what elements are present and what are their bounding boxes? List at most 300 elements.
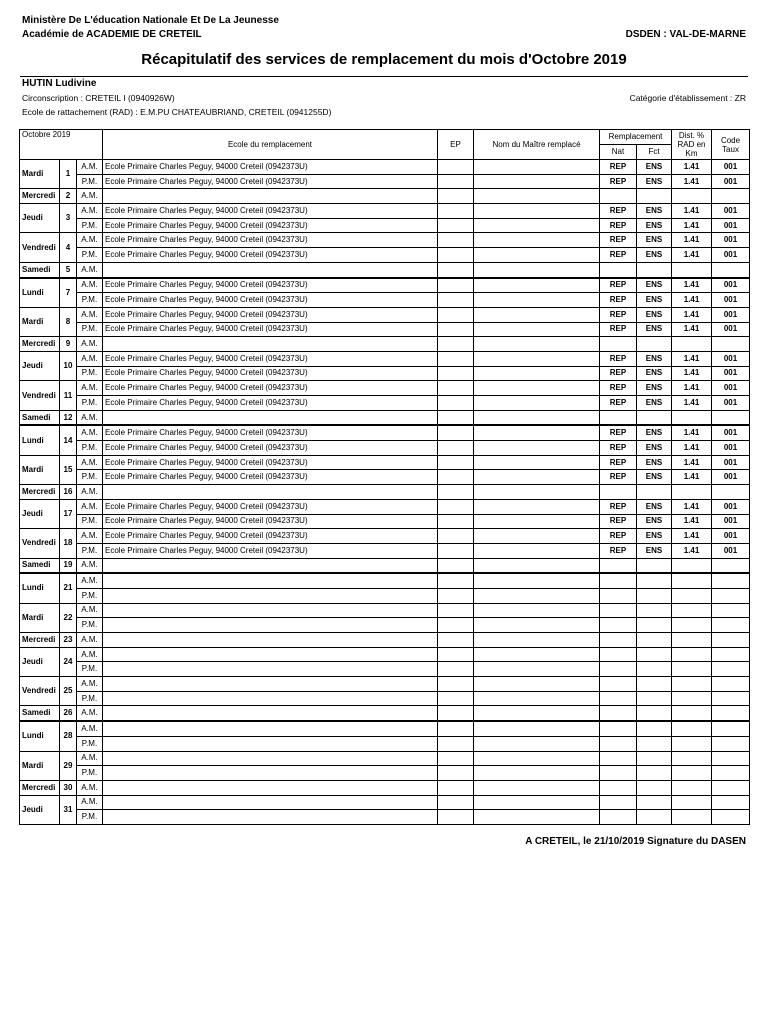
fct-cell xyxy=(637,337,672,352)
master-cell xyxy=(474,795,600,810)
nat-cell: REP xyxy=(600,218,637,233)
nat-cell xyxy=(600,706,637,721)
fct-cell: ENS xyxy=(637,307,672,322)
nat-cell xyxy=(600,573,637,588)
nat-cell: REP xyxy=(600,174,637,189)
table-row xyxy=(20,766,750,781)
school-cell xyxy=(103,189,438,204)
distance-cell xyxy=(672,706,712,721)
code-cell: 001 xyxy=(712,425,750,440)
master-cell xyxy=(474,174,600,189)
header-replacement: Remplacement xyxy=(600,130,672,145)
fct-cell: ENS xyxy=(637,366,672,381)
nat-cell: REP xyxy=(600,366,637,381)
school-cell xyxy=(103,810,438,825)
day-name-cell: Samedi xyxy=(20,558,60,573)
table-row xyxy=(20,751,750,766)
nat-cell: REP xyxy=(600,529,637,544)
day-name-cell: Lundi xyxy=(20,425,60,455)
nat-cell xyxy=(600,751,637,766)
master-cell xyxy=(474,706,600,721)
signature-line: A CRETEIL, le 21/10/2019 Signature du DASEN xyxy=(525,836,746,847)
fct-cell xyxy=(637,618,672,633)
period-cell: A.M. xyxy=(77,337,103,352)
school-cell xyxy=(103,662,438,677)
fct-cell: ENS xyxy=(637,248,672,263)
school-cell xyxy=(103,706,438,721)
day-name-cell: Samedi xyxy=(20,262,60,277)
fct-cell: ENS xyxy=(637,499,672,514)
school-cell xyxy=(103,751,438,766)
ep-cell xyxy=(438,573,474,588)
table-row xyxy=(20,691,750,706)
school-cell: Ecole Primaire Charles Peguy, 94000 Creteil (0942373U) xyxy=(103,248,438,263)
fct-cell xyxy=(637,189,672,204)
period-cell: P.M. xyxy=(77,366,103,381)
fct-cell xyxy=(637,691,672,706)
day-number-cell: 29 xyxy=(60,751,77,780)
nat-cell: REP xyxy=(600,248,637,263)
day-name-cell: Vendredi xyxy=(20,529,60,558)
day-name-cell: Mercredi xyxy=(20,337,60,352)
code-cell: 001 xyxy=(712,293,750,308)
fct-cell xyxy=(637,603,672,618)
period-cell: A.M. xyxy=(77,262,103,277)
code-cell xyxy=(712,633,750,648)
nat-cell: REP xyxy=(600,396,637,411)
distance-cell: 1.41 xyxy=(672,322,712,337)
master-cell xyxy=(474,618,600,633)
ep-cell xyxy=(438,455,474,470)
nat-cell: REP xyxy=(600,381,637,396)
nat-cell xyxy=(600,337,637,352)
code-cell: 001 xyxy=(712,248,750,263)
fct-cell: ENS xyxy=(637,514,672,529)
period-cell: A.M. xyxy=(77,455,103,470)
day-name-cell: Jeudi xyxy=(20,351,60,380)
fct-cell: ENS xyxy=(637,204,672,219)
ep-cell xyxy=(438,160,474,175)
distance-cell: 1.41 xyxy=(672,248,712,263)
nat-cell xyxy=(600,558,637,573)
period-cell: P.M. xyxy=(77,174,103,189)
school-cell: Ecole Primaire Charles Peguy, 94000 Creteil (0942373U) xyxy=(103,204,438,219)
school-cell xyxy=(103,337,438,352)
period-cell: A.M. xyxy=(77,381,103,396)
period-cell: P.M. xyxy=(77,441,103,456)
period-cell: P.M. xyxy=(77,736,103,751)
table-row xyxy=(20,441,750,456)
ep-cell xyxy=(438,647,474,662)
nat-cell xyxy=(600,766,637,781)
school-cell xyxy=(103,795,438,810)
table-row xyxy=(20,174,750,189)
ep-cell xyxy=(438,691,474,706)
table-row xyxy=(20,278,750,293)
school-cell xyxy=(103,647,438,662)
table-row xyxy=(20,573,750,588)
distance-cell: 1.41 xyxy=(672,381,712,396)
master-cell xyxy=(474,662,600,677)
table-row xyxy=(20,647,750,662)
ep-cell xyxy=(438,307,474,322)
distance-cell: 1.41 xyxy=(672,514,712,529)
table-row xyxy=(20,293,750,308)
distance-cell: 1.41 xyxy=(672,174,712,189)
ep-cell xyxy=(438,189,474,204)
nat-cell xyxy=(600,189,637,204)
period-cell: P.M. xyxy=(77,618,103,633)
master-cell xyxy=(474,381,600,396)
master-cell xyxy=(474,691,600,706)
school-cell xyxy=(103,558,438,573)
master-cell xyxy=(474,603,600,618)
day-number-cell: 21 xyxy=(60,573,77,603)
ep-cell xyxy=(438,425,474,440)
circonscription: Circonscription : CRETEIL I (0940926W) xyxy=(22,93,175,103)
school-cell: Ecole Primaire Charles Peguy, 94000 Creteil (0942373U) xyxy=(103,470,438,485)
day-name-cell: Jeudi xyxy=(20,795,60,824)
distance-cell xyxy=(672,736,712,751)
table-row xyxy=(20,381,750,396)
period-cell: A.M. xyxy=(77,603,103,618)
ep-cell xyxy=(438,736,474,751)
day-number-cell: 1 xyxy=(60,160,77,189)
school-cell xyxy=(103,485,438,500)
distance-cell xyxy=(672,662,712,677)
header-ep: EP xyxy=(438,130,474,160)
period-cell: P.M. xyxy=(77,470,103,485)
nat-cell xyxy=(600,736,637,751)
school-cell: Ecole Primaire Charles Peguy, 94000 Creteil (0942373U) xyxy=(103,381,438,396)
code-cell: 001 xyxy=(712,470,750,485)
ep-cell xyxy=(438,529,474,544)
day-number-cell: 24 xyxy=(60,647,77,676)
school-cell xyxy=(103,736,438,751)
master-cell xyxy=(474,721,600,736)
ep-cell xyxy=(438,470,474,485)
dsden-heading: DSDEN : VAL-DE-MARNE xyxy=(625,29,746,40)
nat-cell xyxy=(600,485,637,500)
table-row xyxy=(20,558,750,573)
table-row xyxy=(20,455,750,470)
table-row xyxy=(20,396,750,411)
code-cell: 001 xyxy=(712,307,750,322)
master-cell xyxy=(474,262,600,277)
period-cell: A.M. xyxy=(77,499,103,514)
master-cell xyxy=(474,470,600,485)
day-number-cell: 12 xyxy=(60,410,77,425)
school-cell xyxy=(103,633,438,648)
day-name-cell: Mercredi xyxy=(20,189,60,204)
distance-cell: 1.41 xyxy=(672,529,712,544)
table-row xyxy=(20,780,750,795)
ep-cell xyxy=(438,751,474,766)
day-number-cell: 8 xyxy=(60,307,77,336)
code-cell xyxy=(712,558,750,573)
day-name-cell: Samedi xyxy=(20,706,60,721)
day-number-cell: 22 xyxy=(60,603,77,632)
code-cell: 001 xyxy=(712,366,750,381)
table-row xyxy=(20,189,750,204)
nat-cell: REP xyxy=(600,425,637,440)
ep-cell xyxy=(438,248,474,263)
distance-cell: 1.41 xyxy=(672,441,712,456)
period-cell: P.M. xyxy=(77,322,103,337)
table-row xyxy=(20,499,750,514)
school-cell: Ecole Primaire Charles Peguy, 94000 Creteil (0942373U) xyxy=(103,293,438,308)
nat-cell xyxy=(600,662,637,677)
ep-cell xyxy=(438,588,474,603)
code-cell xyxy=(712,262,750,277)
distance-cell: 1.41 xyxy=(672,366,712,381)
distance-cell xyxy=(672,721,712,736)
fct-cell: ENS xyxy=(637,396,672,411)
day-name-cell: Mercredi xyxy=(20,485,60,500)
ep-cell xyxy=(438,351,474,366)
period-cell: A.M. xyxy=(77,160,103,175)
fct-cell xyxy=(637,766,672,781)
period-cell: A.M. xyxy=(77,647,103,662)
period-cell: A.M. xyxy=(77,425,103,440)
table-row xyxy=(20,514,750,529)
period-cell: A.M. xyxy=(77,307,103,322)
fct-cell: ENS xyxy=(637,293,672,308)
master-cell xyxy=(474,455,600,470)
ep-cell xyxy=(438,780,474,795)
academy-heading: Académie de ACADEMIE DE CRETEIL xyxy=(22,29,202,40)
distance-cell xyxy=(672,677,712,692)
distance-cell xyxy=(672,647,712,662)
distance-cell xyxy=(672,691,712,706)
etablissement-category: Catégorie d'établissement : ZR xyxy=(629,93,746,103)
nat-cell xyxy=(600,410,637,425)
fct-cell: ENS xyxy=(637,425,672,440)
ep-cell xyxy=(438,293,474,308)
nat-cell xyxy=(600,588,637,603)
school-cell: Ecole Primaire Charles Peguy, 94000 Creteil (0942373U) xyxy=(103,174,438,189)
period-cell: P.M. xyxy=(77,766,103,781)
code-cell xyxy=(712,810,750,825)
period-cell: A.M. xyxy=(77,189,103,204)
fct-cell: ENS xyxy=(637,543,672,558)
code-cell xyxy=(712,677,750,692)
master-cell xyxy=(474,499,600,514)
ep-cell xyxy=(438,174,474,189)
school-cell xyxy=(103,677,438,692)
day-number-cell: 18 xyxy=(60,529,77,558)
fct-cell: ENS xyxy=(637,160,672,175)
ep-cell xyxy=(438,558,474,573)
code-cell xyxy=(712,410,750,425)
period-cell: P.M. xyxy=(77,543,103,558)
table-row xyxy=(20,736,750,751)
school-cell: Ecole Primaire Charles Peguy, 94000 Creteil (0942373U) xyxy=(103,514,438,529)
master-cell xyxy=(474,514,600,529)
master-cell xyxy=(474,766,600,781)
table-row xyxy=(20,633,750,648)
school-cell xyxy=(103,618,438,633)
code-cell xyxy=(712,618,750,633)
fct-cell xyxy=(637,795,672,810)
nat-cell: REP xyxy=(600,278,637,293)
day-name-cell: Vendredi xyxy=(20,233,60,262)
school-cell: Ecole Primaire Charles Peguy, 94000 Creteil (0942373U) xyxy=(103,425,438,440)
school-cell xyxy=(103,410,438,425)
master-cell xyxy=(474,588,600,603)
period-cell: A.M. xyxy=(77,529,103,544)
master-cell xyxy=(474,751,600,766)
master-cell xyxy=(474,543,600,558)
day-number-cell: 16 xyxy=(60,485,77,500)
header-master: Nom du Maître remplacé xyxy=(474,130,600,160)
fct-cell xyxy=(637,573,672,588)
master-cell xyxy=(474,293,600,308)
code-cell xyxy=(712,647,750,662)
distance-cell xyxy=(672,262,712,277)
header-fct: Fct xyxy=(637,145,672,160)
master-cell xyxy=(474,278,600,293)
period-cell: A.M. xyxy=(77,278,103,293)
period-cell: A.M. xyxy=(77,204,103,219)
distance-cell xyxy=(672,558,712,573)
fct-cell xyxy=(637,485,672,500)
code-cell: 001 xyxy=(712,204,750,219)
ep-cell xyxy=(438,233,474,248)
table-row xyxy=(20,307,750,322)
nat-cell: REP xyxy=(600,351,637,366)
ep-cell xyxy=(438,322,474,337)
ep-cell xyxy=(438,441,474,456)
master-cell xyxy=(474,322,600,337)
ep-cell xyxy=(438,485,474,500)
ep-cell xyxy=(438,514,474,529)
fct-cell: ENS xyxy=(637,529,672,544)
school-cell: Ecole Primaire Charles Peguy, 94000 Creteil (0942373U) xyxy=(103,455,438,470)
nat-cell xyxy=(600,677,637,692)
fct-cell xyxy=(637,810,672,825)
fct-cell xyxy=(637,736,672,751)
distance-cell xyxy=(672,337,712,352)
master-cell xyxy=(474,558,600,573)
distance-cell: 1.41 xyxy=(672,218,712,233)
school-cell xyxy=(103,573,438,588)
distance-cell: 1.41 xyxy=(672,425,712,440)
code-cell: 001 xyxy=(712,455,750,470)
ep-cell xyxy=(438,499,474,514)
master-cell xyxy=(474,337,600,352)
code-cell: 001 xyxy=(712,441,750,456)
ep-cell xyxy=(438,410,474,425)
master-cell xyxy=(474,485,600,500)
master-cell xyxy=(474,366,600,381)
nat-cell: REP xyxy=(600,293,637,308)
day-name-cell: Mercredi xyxy=(20,633,60,648)
code-cell xyxy=(712,766,750,781)
code-cell: 001 xyxy=(712,174,750,189)
period-cell: P.M. xyxy=(77,293,103,308)
day-number-cell: 15 xyxy=(60,455,77,484)
code-cell: 001 xyxy=(712,396,750,411)
code-cell xyxy=(712,795,750,810)
table-row xyxy=(20,337,750,352)
master-cell xyxy=(474,425,600,440)
code-cell xyxy=(712,337,750,352)
day-number-cell: 9 xyxy=(60,337,77,352)
day-name-cell: Jeudi xyxy=(20,647,60,676)
title-divider xyxy=(20,76,748,77)
fct-cell: ENS xyxy=(637,322,672,337)
code-cell xyxy=(712,662,750,677)
table-row xyxy=(20,529,750,544)
period-cell: A.M. xyxy=(77,410,103,425)
ep-cell xyxy=(438,262,474,277)
code-cell xyxy=(712,780,750,795)
day-number-cell: 28 xyxy=(60,721,77,751)
header-month: Octobre 2019 xyxy=(20,130,103,160)
fct-cell: ENS xyxy=(637,381,672,396)
replacement-table xyxy=(19,129,750,825)
period-cell: P.M. xyxy=(77,396,103,411)
day-name-cell: Jeudi xyxy=(20,204,60,233)
day-number-cell: 31 xyxy=(60,795,77,824)
ep-cell xyxy=(438,810,474,825)
table-row xyxy=(20,721,750,736)
master-cell xyxy=(474,736,600,751)
day-number-cell: 4 xyxy=(60,233,77,262)
fct-cell xyxy=(637,780,672,795)
day-name-cell: Mardi xyxy=(20,307,60,336)
table-row xyxy=(20,410,750,425)
master-cell xyxy=(474,204,600,219)
header-distance: Dist. % RAD en Km xyxy=(672,130,712,160)
fct-cell: ENS xyxy=(637,351,672,366)
period-cell: A.M. xyxy=(77,677,103,692)
period-cell: A.M. xyxy=(77,751,103,766)
distance-cell xyxy=(672,766,712,781)
fct-cell xyxy=(637,410,672,425)
day-number-cell: 11 xyxy=(60,381,77,410)
nat-cell xyxy=(600,618,637,633)
school-cell: Ecole Primaire Charles Peguy, 94000 Creteil (0942373U) xyxy=(103,396,438,411)
ep-cell xyxy=(438,218,474,233)
school-cell: Ecole Primaire Charles Peguy, 94000 Creteil (0942373U) xyxy=(103,441,438,456)
school-cell: Ecole Primaire Charles Peguy, 94000 Creteil (0942373U) xyxy=(103,529,438,544)
fct-cell xyxy=(637,721,672,736)
ep-cell xyxy=(438,204,474,219)
nat-cell: REP xyxy=(600,160,637,175)
distance-cell: 1.41 xyxy=(672,470,712,485)
day-name-cell: Lundi xyxy=(20,573,60,603)
code-cell: 001 xyxy=(712,543,750,558)
code-cell: 001 xyxy=(712,351,750,366)
period-cell: P.M. xyxy=(77,662,103,677)
distance-cell: 1.41 xyxy=(672,233,712,248)
day-name-cell: Mardi xyxy=(20,603,60,632)
distance-cell xyxy=(672,603,712,618)
fct-cell xyxy=(637,662,672,677)
day-number-cell: 14 xyxy=(60,425,77,455)
table-row xyxy=(20,218,750,233)
day-number-cell: 19 xyxy=(60,558,77,573)
nat-cell: REP xyxy=(600,455,637,470)
master-cell xyxy=(474,573,600,588)
day-name-cell: Mardi xyxy=(20,751,60,780)
fct-cell xyxy=(637,677,672,692)
master-cell xyxy=(474,248,600,263)
code-cell: 001 xyxy=(712,160,750,175)
master-cell xyxy=(474,633,600,648)
